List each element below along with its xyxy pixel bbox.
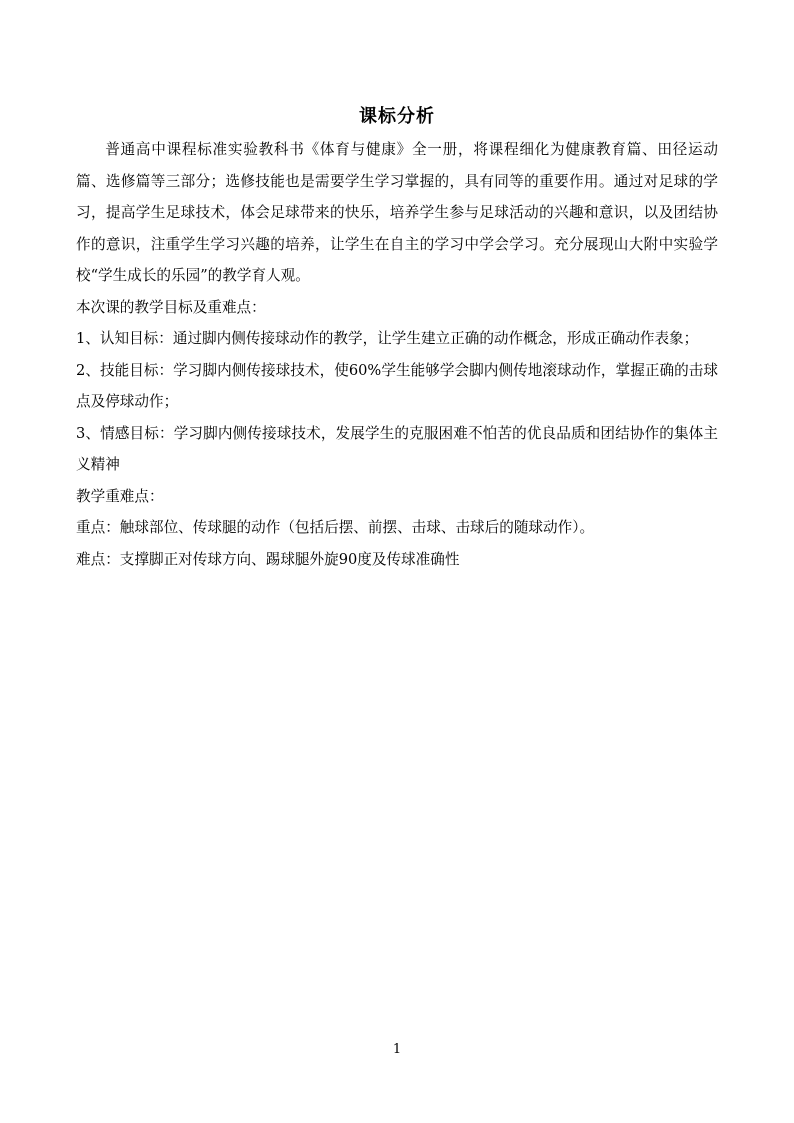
goal-cognitive: 1、认知目标：通过脚内侧传接球动作的教学，让学生建立正确的动作概念，形成正确动作表象； bbox=[76, 330, 699, 347]
goal-skill: 2、技能目标：学习脚内侧传接球技术，使60%学生能够学会脚内侧传地滚球动作，掌握正确的击球点及停球动作； bbox=[76, 361, 718, 410]
goal-affective: 3、情感目标：学习脚内侧传接球技术，发展学生的克服困难不怕苦的优良品质和团结协作的集体主义精神 bbox=[76, 424, 718, 473]
document-body bbox=[76, 102, 718, 575]
difficult-point: 难点：支撑脚正对传球方向、踢球腿外旋90度及传球准确性 bbox=[76, 550, 460, 568]
document-title: 课标分析 bbox=[359, 106, 435, 127]
key-points-heading: 教学重难点： bbox=[76, 487, 164, 505]
key-point: 重点：触球部位、传球腿的动作（包括后摆、前摆、击球、击球后的随球动作）。 bbox=[76, 519, 595, 536]
intro-paragraph: 普通高中课程标准实验教科书《体育与健康》全一册，将课程细化为健康教育篇、田径运动篇、选修篇等三部分；选修技能也是需要学生学习掌握的，具有同等的重要作用。通过对足球的学习，提高学生足球技术，体会足球带来的快乐，培养学生参与足球活动的兴趣和意识，以及团结协作的意识，注重学生学习兴趣的培养，让学生在自主的学习中学会学习。充分展现山大附中实验学校“学生成长的乐园”的教学育人观。 bbox=[76, 141, 718, 284]
page-number: 1 bbox=[392, 1042, 402, 1057]
goals-heading: 本次课的教学目标及重难点： bbox=[76, 298, 266, 316]
